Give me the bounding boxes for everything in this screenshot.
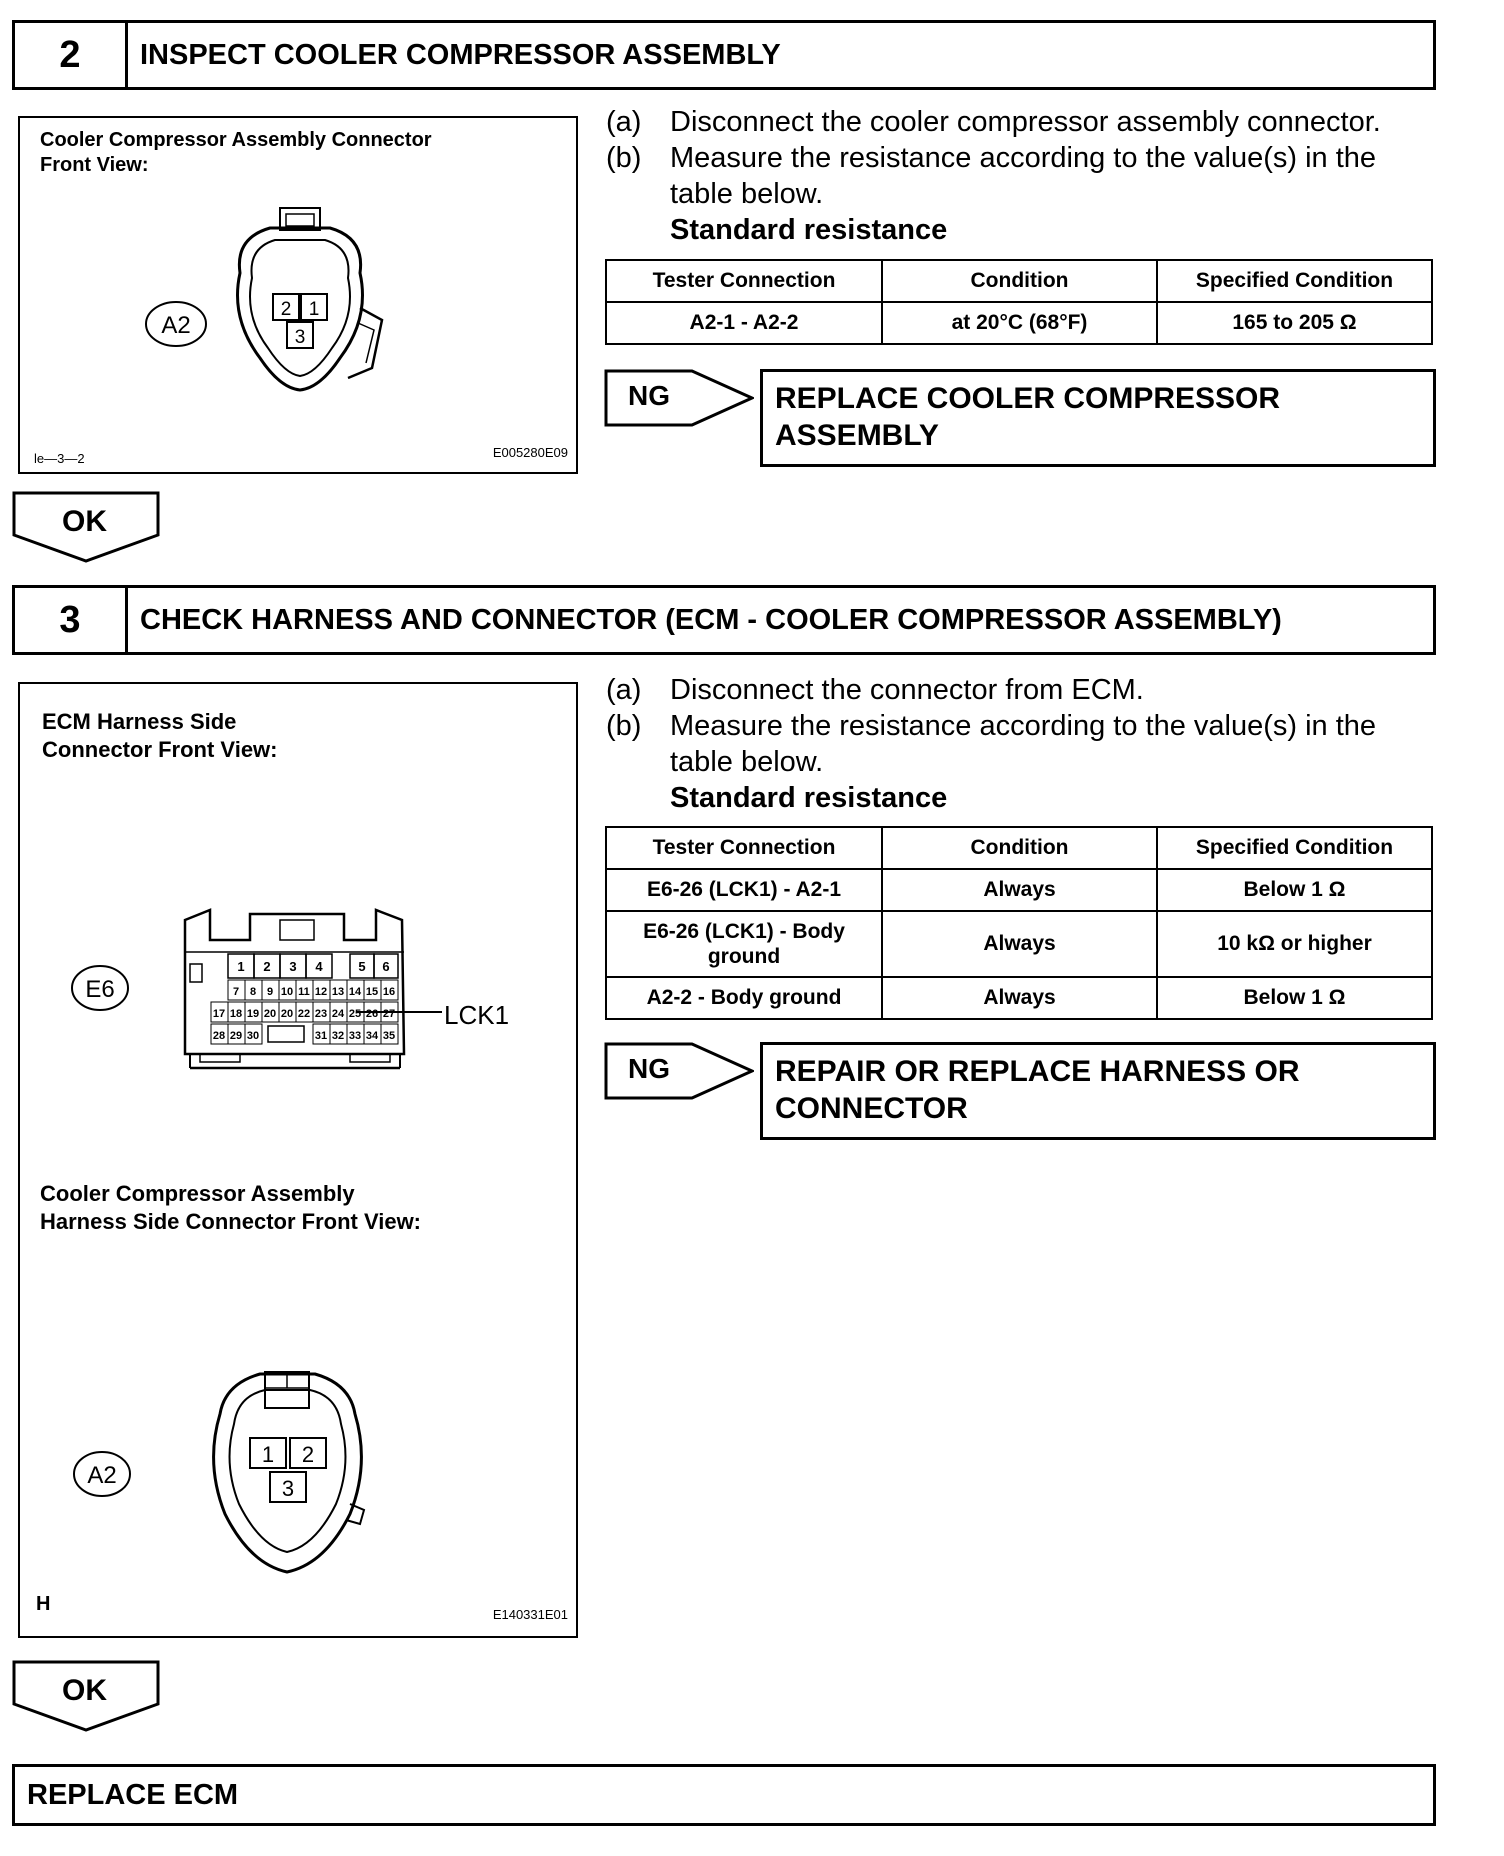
instruction-b-text: Measure the resistance according to the value(s) in the table below.: [670, 710, 1377, 778]
table-cell: A2-1 - A2-2: [606, 302, 882, 344]
table-header-row: [606, 260, 1432, 302]
step-2-ng-result: REPLACE COOLER COMPRESSOR ASSEMBLY: [760, 369, 1436, 467]
table-cell: Always: [882, 911, 1157, 977]
table-cell: Below 1 Ω: [1157, 869, 1432, 911]
ecm-pin: 2: [263, 959, 271, 974]
figure-code-right: E140331E01: [492, 1607, 568, 1622]
ecm-pin: 7: [232, 986, 240, 998]
ecm-pin: 30: [246, 1030, 260, 1042]
header-specified-condition: Specified Condition: [1157, 827, 1432, 869]
step-3-spec-table: [605, 826, 1433, 1020]
step-2-title: INSPECT COOLER COMPRESSOR ASSEMBLY: [140, 38, 781, 71]
lck1-label: LCK1: [444, 1000, 510, 1030]
ecm-pin: 16: [382, 986, 396, 998]
step-3-figure: [18, 682, 578, 1638]
table-cell: E6-26 (LCK1) - A2-1: [606, 869, 882, 911]
ecm-pin: 18: [229, 1008, 243, 1020]
figure-code-right: E005280E09: [492, 445, 568, 460]
ecm-pin: 11: [298, 986, 310, 998]
final-action-box: REPLACE ECM: [12, 1764, 1436, 1826]
instruction-b-label: (b): [606, 142, 642, 174]
step-2-spec-table: [605, 259, 1433, 345]
ecm-pin: 12: [314, 986, 328, 998]
header-condition: Condition: [882, 260, 1157, 302]
ecm-pin: 3: [289, 959, 297, 974]
step-3-ng-result: REPAIR OR REPLACE HARNESS OR CONNECTOR: [760, 1042, 1436, 1140]
step-2-figure: [18, 116, 578, 474]
header-condition: Condition: [882, 827, 1157, 869]
ecm-pin: 19: [246, 1008, 260, 1020]
table-row: [606, 977, 1432, 1019]
figure-caption-line2: Front View:: [40, 154, 149, 176]
table-cell: Below 1 Ω: [1157, 977, 1432, 1019]
comp-pin-1: 1: [261, 1442, 275, 1467]
ecm-connector-diagram: [50, 904, 550, 1094]
ecm-caption-line2: Connector Front View:: [42, 736, 278, 762]
instruction-b-text: Measure the resistance according to the value(s) in the table below.: [670, 142, 1377, 210]
ecm-pin: 17: [212, 1008, 226, 1020]
ecm-pin: 32: [331, 1030, 345, 1042]
ecm-pin: 24: [331, 1008, 345, 1020]
standard-resistance-label: Standard resistance: [670, 214, 948, 246]
ecm-pin: 23: [314, 1008, 328, 1020]
pin-1: 1: [308, 299, 320, 320]
table-cell: 165 to 205 Ω: [1157, 302, 1432, 344]
table-header-row: [606, 827, 1432, 869]
step-2-number: 2: [15, 23, 128, 87]
table-cell: at 20°C (68°F): [882, 302, 1157, 344]
pin-3: 3: [294, 327, 306, 348]
ecm-pin: 26: [365, 1008, 379, 1020]
instruction-a-text: Disconnect the cooler compressor assembly connector.: [670, 106, 1381, 138]
pin-2: 2: [280, 299, 292, 320]
table-cell: Always: [882, 869, 1157, 911]
step-2-instructions: [606, 104, 1436, 248]
ecm-pin: 27: [382, 1008, 396, 1020]
ecm-pin: 9: [266, 986, 274, 998]
ecm-pin: 1: [237, 959, 245, 974]
compressor-connector-diagram: [120, 198, 440, 438]
step-3-instructions: [606, 672, 1436, 816]
step-3-number: 3: [15, 588, 128, 652]
comp-pin-2: 2: [301, 1442, 315, 1467]
comp-pin-3: 3: [281, 1476, 295, 1501]
step-3-header: [12, 585, 1436, 655]
ecm-pin: 31: [314, 1030, 328, 1042]
header-tester-connection: Tester Connection: [606, 827, 882, 869]
table-cell: 10 kΩ or higher: [1157, 911, 1432, 977]
figure-caption-line1: Cooler Compressor Assembly Connector: [40, 129, 432, 151]
step-3-title: CHECK HARNESS AND CONNECTOR (ECM - COOLER COMPRESSOR ASSEMBLY): [140, 603, 1282, 636]
ecm-pin: 29: [229, 1030, 243, 1042]
ecm-pin: 28: [212, 1030, 226, 1042]
table-row: [606, 869, 1432, 911]
standard-resistance-label: Standard resistance: [670, 782, 948, 814]
compressor-harness-connector-diagram: [50, 1354, 450, 1594]
step-2-ng-arrow: [604, 369, 754, 427]
instruction-b-label: (b): [606, 710, 642, 742]
step-2-header: [12, 20, 1436, 90]
ecm-pin: 35: [382, 1030, 396, 1042]
ecm-pin: 20: [280, 1008, 294, 1020]
table-row: [606, 911, 1432, 977]
ecm-pin: 15: [365, 986, 379, 998]
ecm-caption-line1: ECM Harness Side: [42, 709, 237, 734]
ecm-pin: 34: [365, 1030, 379, 1042]
table-cell: Always: [882, 977, 1157, 1019]
ecm-pin: 10: [280, 986, 294, 998]
step-2-ok-label: OK: [62, 505, 107, 538]
ecm-pin: 25: [348, 1008, 362, 1020]
compressor-caption-line2: Harness Side Connector Front View:: [40, 1208, 422, 1234]
header-specified-condition: Specified Condition: [1157, 260, 1432, 302]
step-3-ng-label: NG: [628, 1053, 670, 1084]
table-row: [606, 302, 1432, 344]
ecm-connector-id-label: E6: [85, 976, 115, 1003]
ecm-pin: 20: [263, 1008, 277, 1020]
step-3-ok-label: OK: [62, 1674, 107, 1707]
ecm-pin: 33: [348, 1030, 362, 1042]
ecm-pin: 22: [297, 1008, 311, 1020]
ecm-pin: 14: [348, 986, 362, 998]
step-2-ng-label: NG: [628, 380, 670, 411]
ecm-pin: 8: [249, 986, 257, 998]
ecm-pin: 4: [315, 959, 323, 974]
instruction-a-text: Disconnect the connector from ECM.: [670, 674, 1144, 706]
figure-code-left: le—3—2: [34, 451, 85, 466]
ecm-pin: 5: [358, 959, 366, 974]
figure-code-left: H: [36, 1593, 51, 1615]
step-3-ng-arrow: [604, 1042, 754, 1100]
instruction-a-label: (a): [606, 106, 642, 138]
comp-connector-id-label: A2: [87, 1462, 117, 1489]
connector-id-label: A2: [161, 312, 191, 339]
ecm-pin: 13: [331, 986, 345, 998]
table-cell: A2-2 - Body ground: [606, 977, 882, 1019]
instruction-a-label: (a): [606, 674, 642, 706]
table-cell: E6-26 (LCK1) - Body ground: [606, 911, 882, 977]
compressor-caption-line1: Cooler Compressor Assembly: [40, 1181, 355, 1206]
ecm-pin: 6: [382, 959, 390, 974]
header-tester-connection: Tester Connection: [606, 260, 882, 302]
